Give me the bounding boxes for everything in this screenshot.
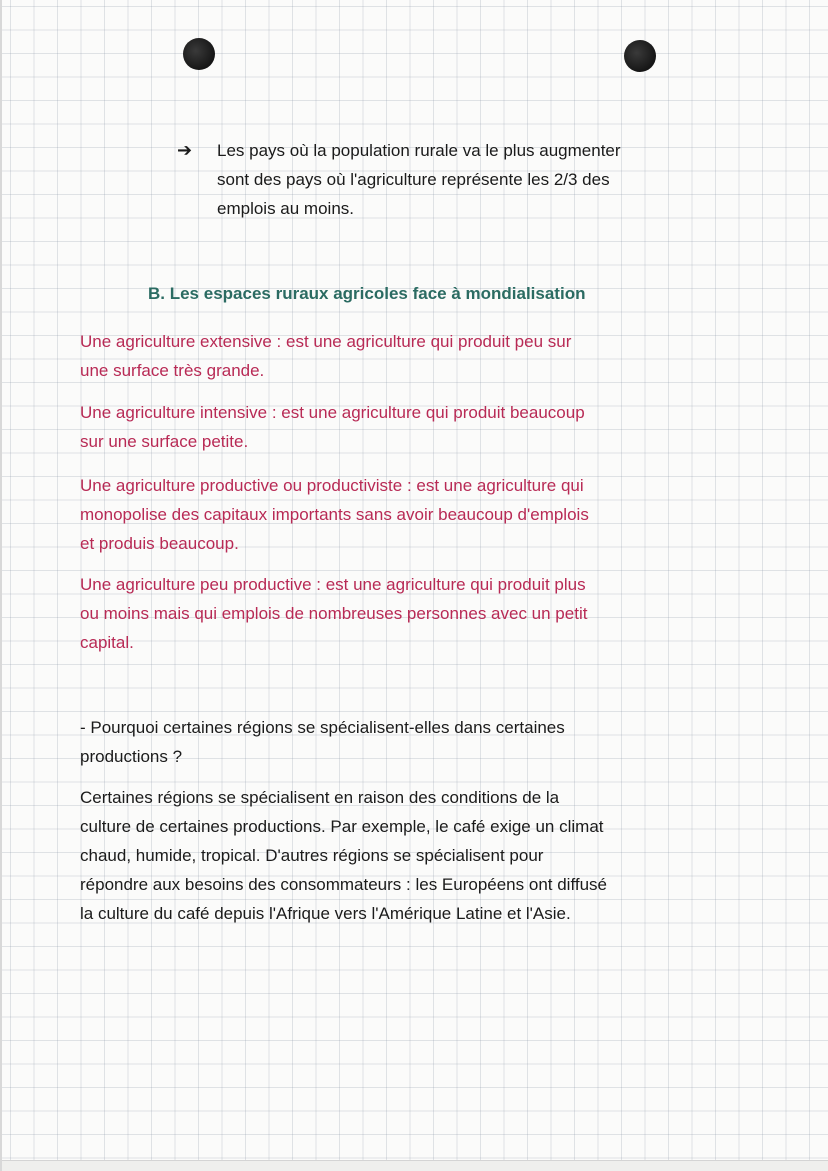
answer-line: répondre aux besoins des consommateurs : les Européens ont diffusé: [80, 875, 607, 894]
definition-line: et produis beaucoup.: [80, 534, 239, 553]
definition-line: monopolise des capitaux importants sans avoir beaucoup d'emplois: [80, 505, 589, 524]
definition-line: Une agriculture intensive : est une agriculture qui produit beaucoup: [80, 403, 585, 422]
section-title: B. Les espaces ruraux agricoles face à mondialisation: [148, 284, 586, 303]
question-line: - Pourquoi certaines régions se spécialisent-elles dans certaines: [80, 718, 565, 737]
definition-extensive: [80, 327, 700, 385]
intro-text: [217, 136, 697, 223]
answer-line: chaud, humide, tropical. D'autres régions se spécialisent pour: [80, 846, 544, 865]
definition-intensive: [80, 398, 700, 456]
page-bottom-edge: [2, 1160, 828, 1171]
answer-paragraph: [80, 783, 720, 928]
definition-low-productive: [80, 570, 700, 657]
definition-productive: [80, 471, 700, 558]
punch-hole-left: [183, 38, 215, 70]
question-line: productions ?: [80, 747, 183, 766]
arrow-right-icon: ➔: [177, 140, 193, 160]
question-paragraph: [80, 713, 700, 771]
answer-line: la culture du café depuis l'Afrique vers l'Amérique Latine et l'Asie.: [80, 904, 571, 923]
definition-line: une surface très grande.: [80, 361, 265, 380]
intro-line: sont des pays où l'agriculture représente les 2/3 des: [217, 170, 610, 189]
definition-line: capital.: [80, 633, 134, 652]
punch-hole-right: [624, 40, 656, 72]
intro-line: Les pays où la population rurale va le plus augmenter: [217, 141, 621, 160]
answer-line: culture de certaines productions. Par exemple, le café exige un climat: [80, 817, 604, 836]
answer-line: Certaines régions se spécialisent en raison des conditions de la: [80, 788, 560, 807]
intro-line: emplois au moins.: [217, 199, 355, 218]
definition-line: ou moins mais qui emplois de nombreuses personnes avec un petit: [80, 604, 588, 623]
definition-line: Une agriculture peu productive : est une agriculture qui produit plus: [80, 575, 586, 594]
definition-line: Une agriculture productive ou productiviste : est une agriculture qui: [80, 476, 584, 495]
intro-paragraph: [177, 136, 697, 223]
definition-line: sur une surface petite.: [80, 432, 249, 451]
definition-line: Une agriculture extensive : est une agriculture qui produit peu sur: [80, 332, 572, 351]
